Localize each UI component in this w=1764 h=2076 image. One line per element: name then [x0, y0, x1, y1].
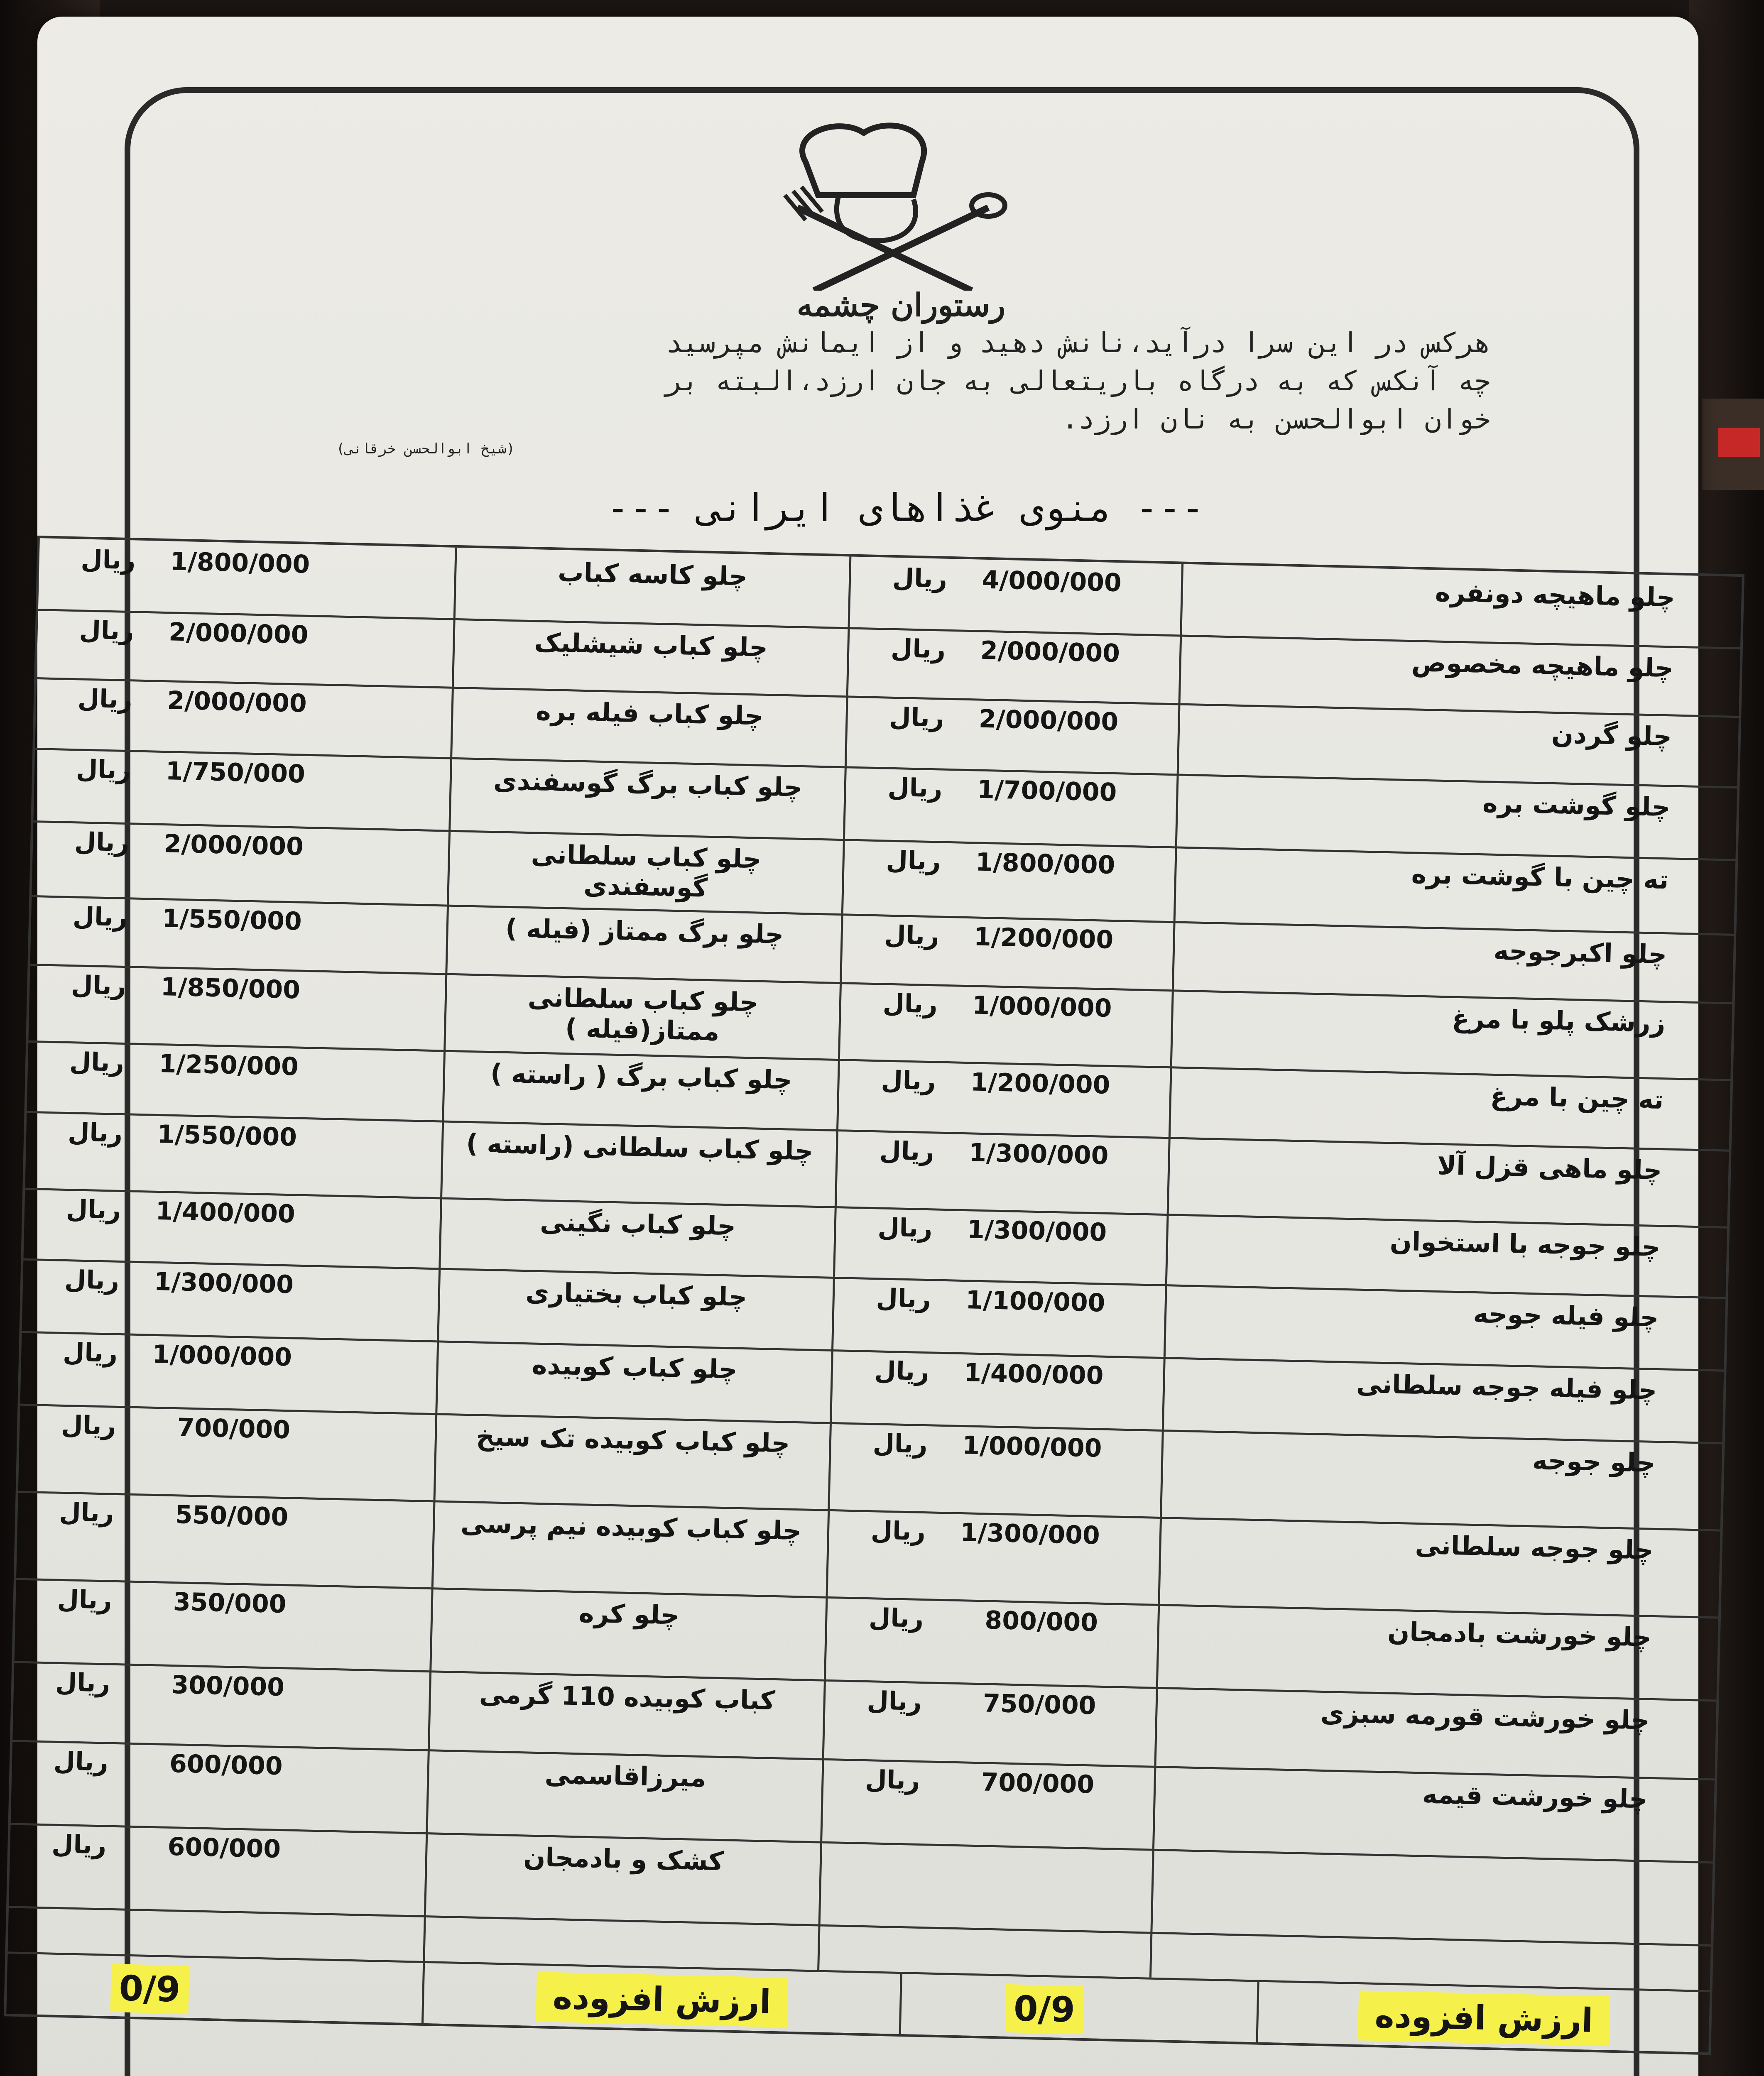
currency-label: ریال: [887, 773, 943, 803]
vat-label-cell: [421, 1961, 900, 2034]
item-name: چلو کباب شیشلیک: [534, 627, 768, 663]
folder-strap: [1702, 399, 1764, 490]
price-amount: 1/800/000: [170, 547, 311, 579]
vat-value-cell: [6, 1951, 423, 2023]
price-cell: [845, 695, 1178, 774]
menu-table: [4, 536, 1744, 2055]
price-cell: [22, 1258, 439, 1341]
price-amount: 700/000: [176, 1413, 291, 1445]
poem-line: هرکس در این سرا درآید،نانش دهید و از ایمانش مپرسید: [666, 327, 1491, 359]
price-cell: [818, 1841, 1152, 1932]
price-cell: [11, 1740, 428, 1832]
item-name: چلو جوجه: [1532, 1445, 1656, 1478]
price-cell: [840, 913, 1174, 989]
vat-value-cell: [899, 1972, 1257, 2042]
price-amount: 4/000/000: [981, 565, 1122, 598]
currency-label: ریال: [886, 845, 941, 876]
name-cell: [431, 1500, 828, 1596]
item-name: چلو فیله جوجه سلطانی: [1356, 1368, 1658, 1406]
price-cell: [35, 677, 452, 757]
currency-label: ریال: [64, 1265, 120, 1295]
currency-label: ریال: [69, 1047, 125, 1078]
currency-label: ریال: [67, 1118, 123, 1148]
price-amount: 1/300/000: [154, 1267, 294, 1300]
item-name: کشک و بادمجان: [523, 1841, 724, 1877]
price-amount: 2/000/000: [978, 704, 1119, 737]
price-amount: 2/000/000: [167, 686, 307, 718]
name-cell: [1172, 921, 1734, 1002]
currency-label: ریال: [51, 1829, 107, 1860]
price-amount: 1/750/000: [165, 756, 306, 789]
price-cell: [838, 982, 1172, 1066]
currency-label: ریال: [890, 634, 946, 664]
price-amount: 550/000: [175, 1500, 289, 1532]
price-amount: 1/800/000: [975, 847, 1116, 880]
currency-label: ریال: [61, 1410, 116, 1441]
currency-label: ریال: [66, 1194, 121, 1225]
price-amount: 1/000/000: [962, 1431, 1102, 1463]
item-price: [829, 1509, 1160, 1552]
name-cell: [1180, 564, 1742, 648]
item-name: کباب کوبیده 110 گرمی: [479, 1678, 776, 1716]
name-cell: [1156, 1604, 1718, 1700]
item-price: [843, 913, 1174, 956]
name-cell: [453, 548, 850, 627]
name-cell: [1154, 1687, 1716, 1779]
price-amount: 700/000: [980, 1768, 1095, 1799]
item-name: چلو جوجه سلطانی: [1415, 1529, 1654, 1565]
item-name: چلو کباب کوبیده نیم پرسی: [460, 1508, 802, 1546]
price-cell: [822, 1679, 1156, 1766]
currency-label: ریال: [74, 827, 130, 858]
item-name: چلو ماهی قزل آلا: [1437, 1150, 1663, 1186]
item-name: زرشک پلو با مرغ: [1451, 1003, 1666, 1038]
item-name: چلو گوشت بره: [1482, 788, 1671, 823]
poem-line: خوان ابوالحسن به نان ارزد.: [1061, 403, 1491, 435]
item-name: چلو کباب کوبیده: [532, 1349, 738, 1385]
item-name: چلو کباب برگ گوسفندی: [493, 765, 803, 803]
price-amount: 1/400/000: [963, 1358, 1104, 1391]
item-name: چلو کباب بختیاری: [525, 1277, 747, 1312]
price-amount: 1/200/000: [973, 922, 1114, 955]
price-cell: [25, 1111, 442, 1197]
currency-label: ریال: [872, 1429, 928, 1459]
price-amount: 1/300/000: [960, 1518, 1100, 1550]
strap-accent: [1718, 428, 1760, 457]
item-name: چلو فیله جوجه: [1472, 1298, 1659, 1333]
item-name: چلو کباب سلطانی (راسته ): [466, 1128, 813, 1166]
price-amount: 1/550/000: [157, 1119, 297, 1152]
item-price: [836, 1206, 1167, 1249]
price-cell: [16, 1491, 434, 1588]
price-cell: [824, 1596, 1158, 1687]
price-amount: 800/000: [984, 1606, 1098, 1638]
item-name: چلو گردن: [1551, 718, 1672, 752]
item-name: چلو کباب فیله بره: [535, 695, 764, 731]
currency-label: ریال: [876, 1283, 931, 1314]
item-name: ته چین با گوشت بره: [1411, 859, 1669, 895]
currency-label: ریال: [55, 1667, 110, 1698]
name-cell: [426, 1749, 822, 1841]
item-name: چلو کباب سلطانی گوسفندی: [531, 839, 762, 903]
price-cell: [28, 964, 445, 1050]
price-amount: 600/000: [167, 1832, 281, 1864]
item-name: چلو کاسه کباب: [557, 557, 748, 592]
price-amount: 2/000/000: [168, 617, 309, 650]
price-amount: 1/100/000: [965, 1285, 1106, 1318]
currency-label: ریال: [865, 1765, 920, 1795]
price-cell: [12, 1661, 429, 1749]
vat-label-cell: [1256, 1980, 1710, 2053]
name-cell: [1167, 1137, 1729, 1227]
restaurant-logo: [756, 116, 1046, 349]
vat-value: 0/9: [110, 1964, 189, 2014]
currency-label: ریال: [874, 1356, 930, 1387]
name-cell: [452, 618, 848, 696]
price-amount: 1/550/000: [162, 904, 302, 936]
item-price: [834, 1277, 1165, 1319]
name-cell: [450, 687, 846, 766]
item-price: [844, 839, 1175, 881]
currency-label: ریال: [882, 989, 938, 1019]
currency-label: ریال: [59, 1497, 115, 1528]
item-price: [825, 1679, 1156, 1722]
price-cell: [18, 1404, 436, 1501]
item-name: چلو کباب نگینی: [539, 1206, 736, 1241]
price-cell: [14, 1578, 431, 1670]
name-cell: [1152, 1766, 1715, 1862]
price-cell: [38, 538, 455, 618]
name-cell: [1170, 989, 1732, 1079]
name-cell: [1165, 1214, 1727, 1297]
price-amount: 1/300/000: [968, 1138, 1109, 1170]
currency-label: ریال: [71, 970, 126, 1001]
name-cell: [1158, 1517, 1720, 1617]
item-price: [838, 1129, 1169, 1172]
price-amount: 750/000: [982, 1689, 1097, 1721]
item-price: [849, 627, 1180, 669]
name-cell: [1160, 1430, 1722, 1530]
price-cell: [836, 1059, 1170, 1137]
price-amount: 2/000/000: [980, 636, 1120, 668]
price-cell: [33, 748, 450, 830]
price-amount: 350/000: [173, 1587, 287, 1619]
currency-label: ریال: [72, 902, 128, 933]
item-name: چلو کره: [578, 1598, 680, 1630]
price-cell: [9, 1823, 426, 1915]
price-cell: [20, 1331, 437, 1413]
name-cell: [1178, 634, 1740, 716]
price-amount: 1/000/000: [152, 1339, 292, 1372]
name-cell: [1164, 1284, 1726, 1370]
currency-label: ریال: [870, 1516, 926, 1547]
price-amount: 1/200/000: [970, 1067, 1111, 1100]
item-name: چلو کباب سلطانی ممتاز(فیله ): [527, 982, 759, 1047]
name-cell: [440, 1120, 836, 1206]
item-name: چلو برگ ممتاز (فیله ): [505, 913, 784, 950]
price-amount: 1/400/000: [155, 1196, 296, 1229]
item-name: چلو ماهیچه مخصوص: [1411, 647, 1674, 683]
vat-label: ارزش افزوده: [1357, 1990, 1610, 2046]
name-cell: [445, 905, 841, 982]
item-name: چلو خورشت قیمه: [1422, 1779, 1648, 1814]
poem-line: چه آنکس که به درگاه باریتعالی به جان ارزد،البته بر: [666, 365, 1491, 397]
item-name: ته چین با مرغ: [1490, 1080, 1664, 1115]
price-amount: 1/700/000: [977, 775, 1117, 808]
name-cell: [1177, 703, 1739, 786]
price-cell: [828, 1422, 1162, 1517]
name-cell: [1175, 774, 1737, 859]
currency-label: ریال: [79, 615, 135, 646]
price-amount: 300/000: [171, 1670, 285, 1702]
price-cell: [23, 1188, 440, 1268]
item-price: [839, 1059, 1170, 1101]
currency-label: ریال: [77, 684, 133, 715]
currency-label: ریال: [877, 1213, 933, 1244]
name-cell: [1162, 1357, 1724, 1442]
name-cell: [424, 1832, 820, 1924]
item-price: [850, 556, 1181, 599]
currency-label: ریال: [57, 1584, 113, 1615]
price-cell: [32, 820, 448, 905]
restaurant-name: رستوران چشمه: [796, 286, 1006, 323]
currency-label: ریال: [884, 920, 940, 951]
currency-label: ریال: [76, 754, 131, 785]
currency-label: ریال: [868, 1603, 924, 1634]
poem-credit: (شیخ ابوالحسن خرقانی): [336, 441, 515, 457]
menu-sheet: [37, 17, 1698, 2076]
currency-label: ریال: [879, 1136, 935, 1167]
name-cell: [439, 1197, 835, 1277]
name-cell: [435, 1340, 831, 1422]
item-price: [848, 695, 1178, 738]
price-cell: [826, 1509, 1160, 1604]
price-cell: [831, 1277, 1165, 1357]
menu-title: --- منوی غذاهای ایرانی ---: [606, 486, 1205, 530]
item-name: چلو کباب برگ ( راسته ): [490, 1058, 793, 1095]
name-cell: [1169, 1066, 1731, 1150]
empty-cell: [817, 1924, 1150, 1978]
currency-label: ریال: [80, 545, 136, 575]
currency-label: ریال: [53, 1746, 109, 1777]
item-price: [827, 1596, 1158, 1639]
currency-label: ریال: [867, 1686, 922, 1717]
item-price: [39, 538, 455, 583]
currency-label: ریال: [892, 563, 948, 594]
item-name: چلو ماهیچه دونفره: [1435, 577, 1676, 613]
price-amount: 2/000/000: [164, 829, 304, 862]
price-amount: 600/000: [169, 1749, 283, 1781]
name-cell: [447, 830, 843, 914]
item-name: میرزاقاسمی: [544, 1759, 707, 1793]
price-cell: [848, 556, 1182, 634]
empty-cell: [423, 1915, 818, 1970]
item-name: چلو جوجه با استخوان: [1389, 1226, 1661, 1263]
chef-hat-utensils-icon: [756, 116, 1046, 291]
item-name: چلو خورشت قورمه سبزی: [1320, 1697, 1650, 1736]
price-amount: 1/850/000: [160, 972, 301, 1005]
price-cell: [830, 1349, 1164, 1430]
price-cell: [37, 609, 453, 687]
price-cell: [835, 1129, 1169, 1214]
name-cell: [448, 757, 845, 839]
price-cell: [30, 895, 447, 973]
item-price: [823, 1758, 1154, 1801]
price-amount: 1/000/000: [972, 991, 1112, 1023]
currency-label: ریال: [880, 1065, 936, 1096]
price-amount: 1/300/000: [967, 1215, 1107, 1247]
price-cell: [820, 1758, 1154, 1849]
name-cell: [429, 1587, 826, 1679]
item-name: چلو اکبرجوجه: [1493, 935, 1667, 970]
poem: [320, 324, 1491, 459]
price-amount: 1/250/000: [159, 1049, 299, 1082]
price-cell: [846, 627, 1180, 703]
vat-value: 0/9: [1005, 1984, 1084, 2034]
price-cell: [27, 1040, 444, 1121]
item-price: [833, 1349, 1164, 1392]
name-cell: [443, 973, 840, 1059]
item-price: [846, 766, 1177, 808]
price-cell: [841, 839, 1175, 921]
item-name: چلو کباب کوبیده تک سیخ: [475, 1421, 791, 1459]
item-price: [831, 1422, 1162, 1464]
name-cell: [442, 1050, 838, 1130]
price-cell: [833, 1206, 1167, 1284]
currency-label: ریال: [62, 1337, 118, 1368]
item-price: [841, 982, 1172, 1024]
vat-label: ارزش افزوده: [536, 1972, 788, 2027]
item-name: چلو خورشت بادمجان: [1387, 1616, 1652, 1652]
name-cell: [437, 1268, 833, 1349]
currency-label: ریال: [889, 702, 945, 733]
name-cell: [1174, 846, 1736, 934]
price-cell: [843, 766, 1177, 846]
name-cell: [1150, 1849, 1713, 1945]
name-cell: [434, 1413, 830, 1509]
name-cell: [428, 1670, 824, 1758]
